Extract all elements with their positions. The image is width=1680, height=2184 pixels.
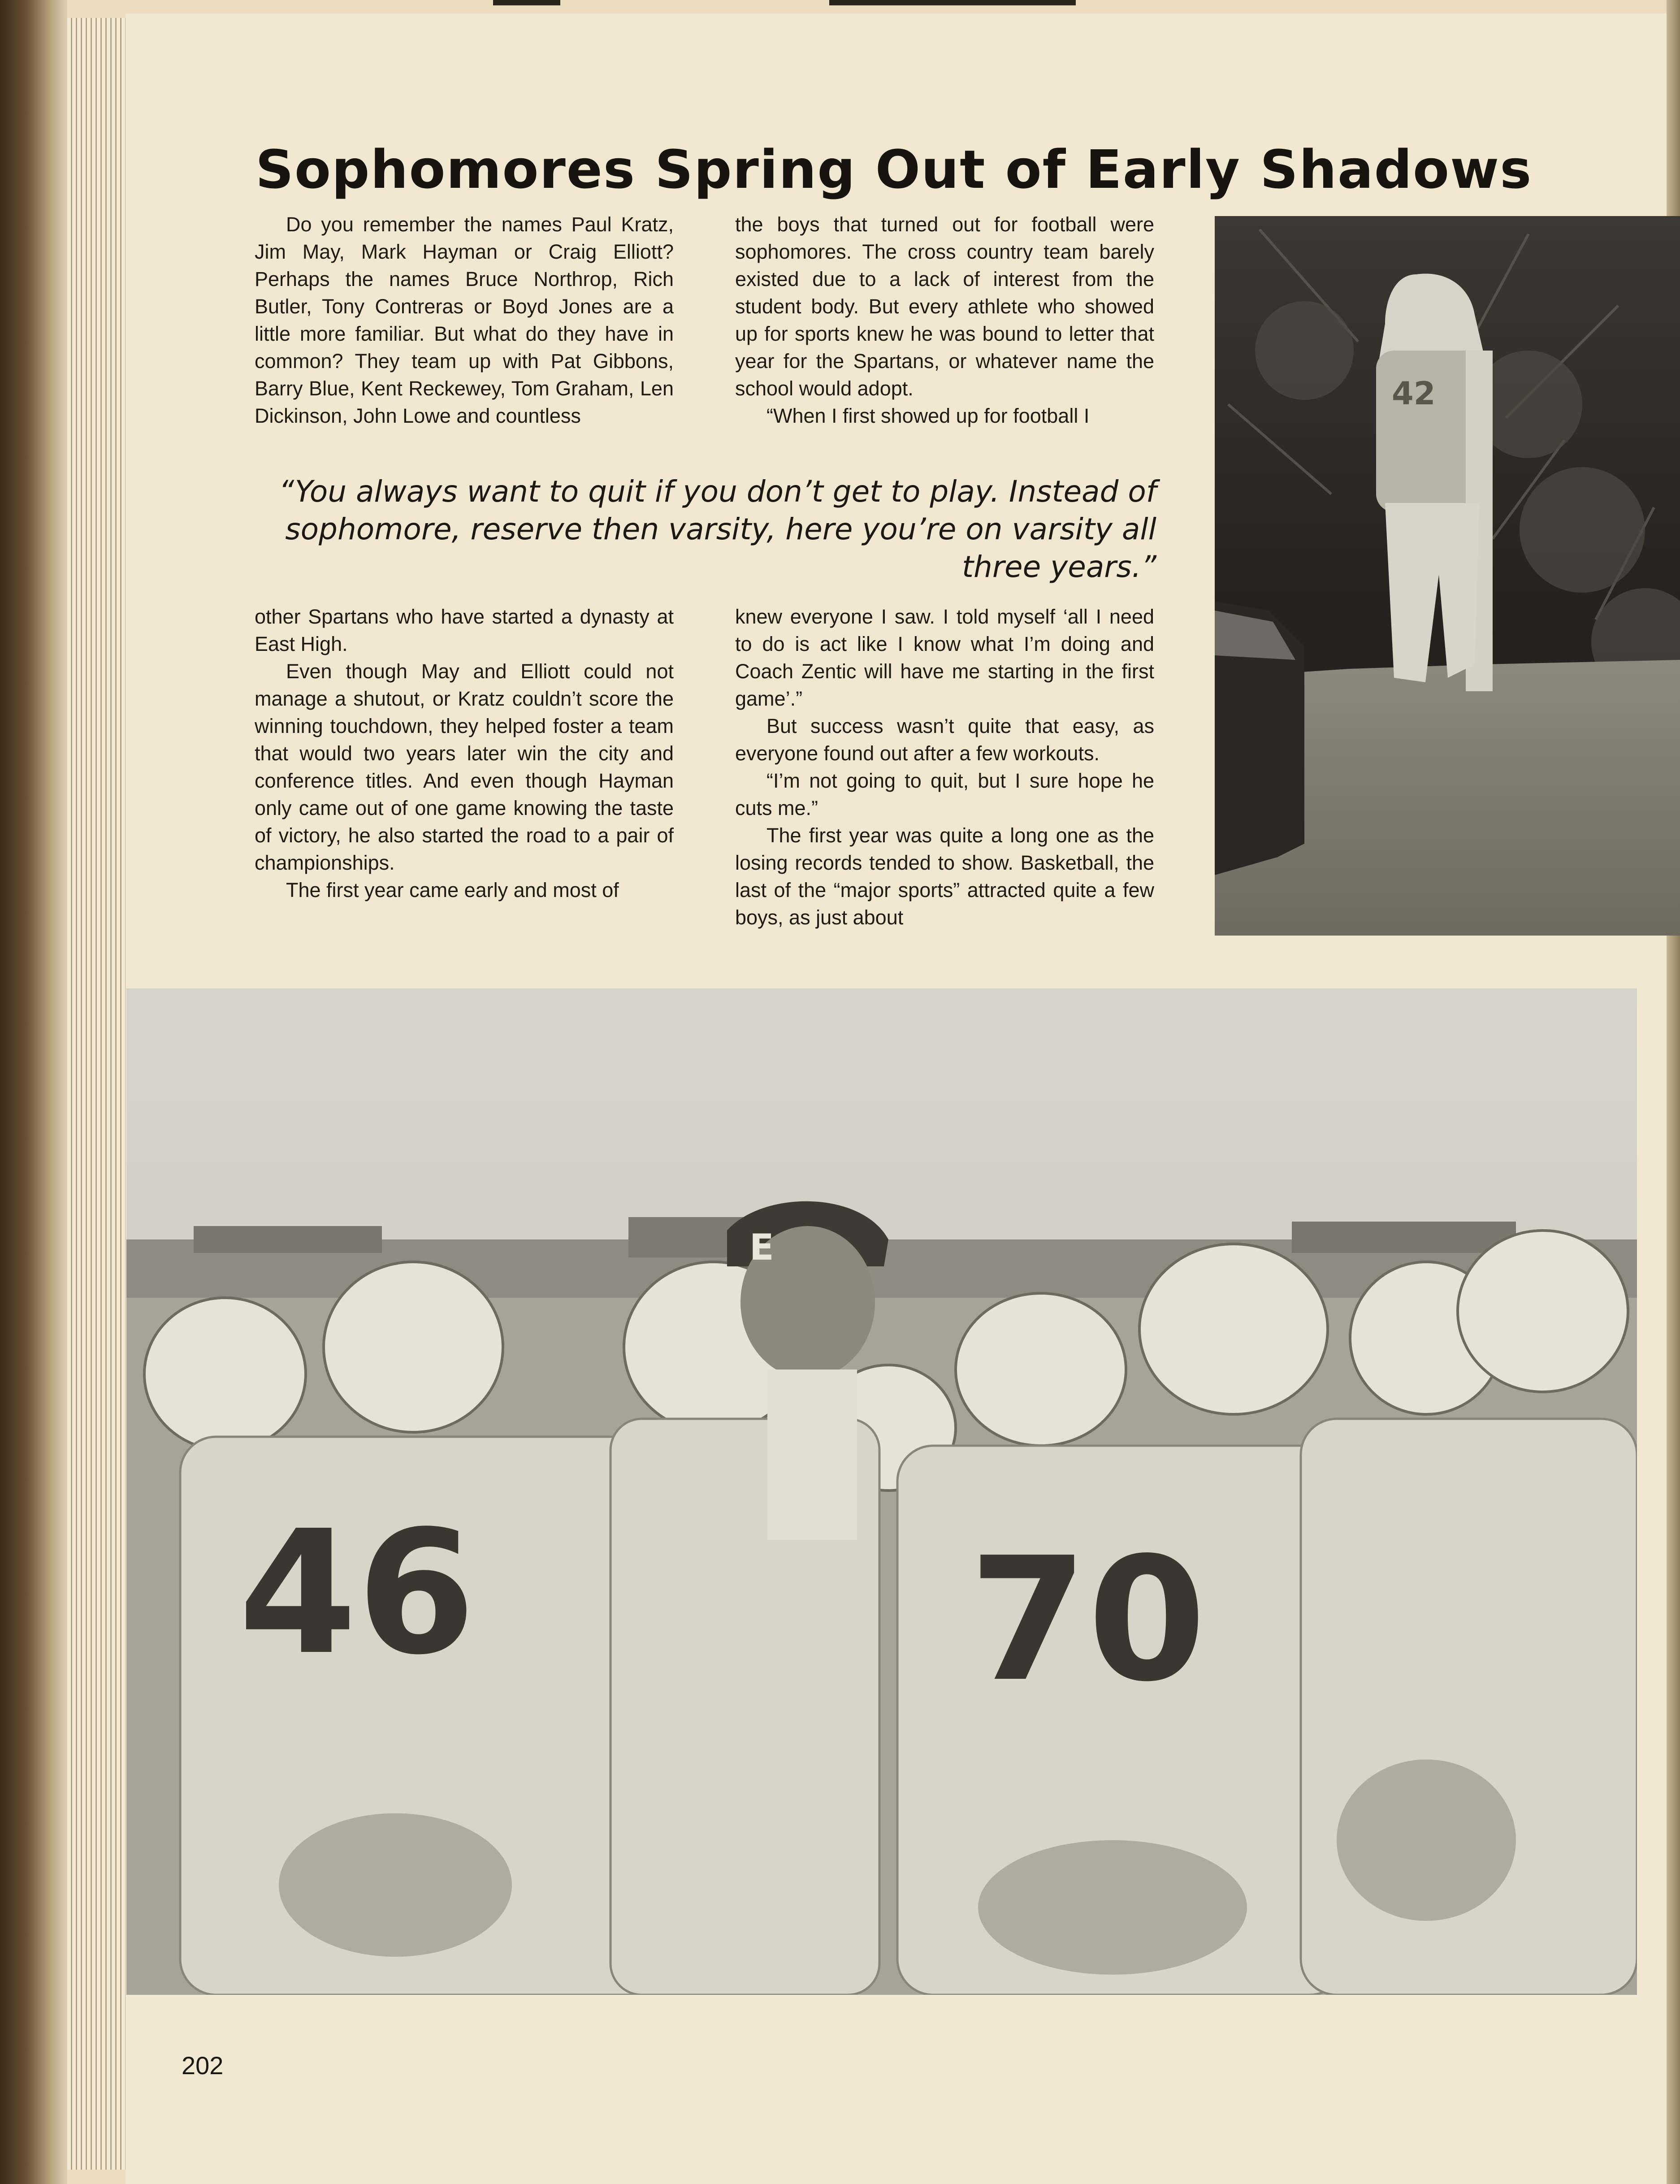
svg-text:42: 42 [1392, 375, 1436, 412]
jersey-number-46: 46 [238, 1494, 476, 1692]
article-column-3 [255, 603, 674, 904]
article-column-4 [735, 603, 1154, 931]
paragraph: the boys that turned out for football were sophomores. The cross country team barely existed due to a lack of interest from the student body. But every athlete who showed up for sports knew he was bound to letter that year for the Spartans, or whatever name the school would adopt. [735, 213, 1154, 400]
jersey-number-70: 70 [969, 1521, 1206, 1719]
photo-team-huddle [126, 988, 1637, 1995]
paragraph: The first year came early and most of [286, 879, 619, 901]
page-edges [67, 18, 126, 2170]
paragraph: But success wasn’t quite that easy, as everyone found out after a few workouts. [735, 715, 1154, 765]
paragraph: Do you remember the names Paul Kratz, Jim May, Mark Hayman or Craig Elliott? Perhaps the names Bruce Northrop, Rich Butler, Tony Contreras or Boyd Jones are a little more familiar. But what do they have in common? They team up with Pat Gibbons, Barry Blue, Kent Reckewey, Tom Graham, Len Dickinson, John Lowe and countless [255, 213, 674, 427]
top-page-edge-gap [560, 0, 829, 5]
book-spine [0, 0, 67, 2184]
page-number: 202 [182, 2051, 224, 2080]
article-column-1 [255, 211, 674, 429]
cap-letter: E [749, 1226, 774, 1268]
paragraph: “When I first showed up for football I [766, 404, 1090, 427]
pull-quote: “You always want to quit if you don’t get to play. Instead of sophomore, reserve then varsity, here you’re on varsity all three years.” [279, 474, 1156, 584]
paragraph: other Spartans who have started a dynasty at East High. [255, 605, 674, 655]
paragraph: Even though May and Elliott could not manage a shutout, or Kratz couldn’t score the winning touchdown, they helped foster a team that would two years later win the city and conference titles. And even though Hayman only came out of one game knowing the taste of victory, he also started the road to a pair of championships. [255, 660, 674, 874]
page-headline: Sophomores Spring Out of Early Shadows [255, 139, 1533, 201]
photo-hooded-player [1215, 216, 1680, 936]
paragraph: The first year was quite a long one as the losing records tended to show. Basketball, the last of the “major sports” attracted quite a few boys, as just about [735, 824, 1154, 929]
paragraph: knew everyone I saw. I told myself ‘all I need to do is act like I know what I’m doing and Coach Zentic will have me starting in the first game’.” [735, 605, 1154, 710]
article-column-2 [735, 211, 1154, 429]
paragraph: “I’m not going to quit, but I sure hope he cuts me.” [735, 769, 1154, 819]
